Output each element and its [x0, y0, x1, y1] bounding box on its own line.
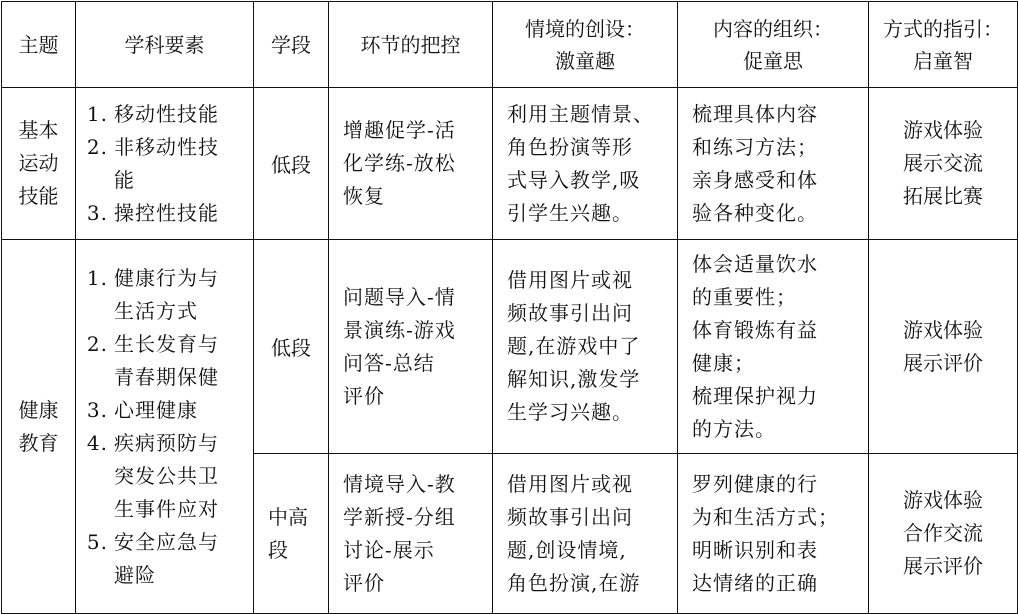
- stage-cell: 低段: [254, 240, 329, 454]
- list-item: 3. 操控性技能: [86, 200, 219, 225]
- theme-cell: 基本 运动 技能: [2, 88, 76, 240]
- content-cell: 体会适量饮水 的重要性； 体育锻炼有益 健康； 梳理保护视力 的方法。: [678, 240, 869, 454]
- list-item: 5. 安全应急与 避险: [86, 529, 219, 587]
- list-item: 2. 非移动性技 能: [86, 134, 219, 192]
- method-cell: 游戏体验 展示评价: [869, 240, 1018, 454]
- lesson-design-table: [1, 1, 1018, 614]
- list-item: 1. 健康行为与 生活方式: [86, 265, 219, 323]
- header-row: [2, 2, 1018, 88]
- list-item: 4. 疾病预防与 突发公共卫 生事件应对: [86, 430, 219, 521]
- header-theme: 主题: [2, 2, 76, 88]
- method-cell: 游戏体验 合作交流 展示评价: [869, 454, 1018, 614]
- content-cell: 梳理具体内容 和练习方法； 亲身感受和体 验各种变化。: [678, 88, 869, 240]
- process-cell: 问题导入-情 景演练-游戏 问答-总结 评价: [329, 240, 493, 454]
- table-row: [2, 240, 1018, 454]
- list-item: 2. 生长发育与 青春期保健: [86, 331, 219, 389]
- list-item: 1. 移动性技能: [86, 101, 219, 126]
- header-process-control: 环节的把控: [329, 2, 493, 88]
- stage-cell: 低段: [254, 88, 329, 240]
- header-method-guidance: 方式的指引： 启童智: [869, 2, 1018, 88]
- header-situation-creation: 情境的创设： 激童趣: [493, 2, 678, 88]
- table-row: [2, 88, 1018, 240]
- process-cell: 增趣促学-活 化学练-放松 恢复: [329, 88, 493, 240]
- header-subject-elements: 学科要素: [76, 2, 254, 88]
- content-cell: 罗列健康的行 为和生活方式； 明晰识别和表 达情绪的正确: [678, 454, 869, 614]
- process-cell: 情境导入-教 学新授-分组 讨论-展示 评价: [329, 454, 493, 614]
- subject-elements-cell: [76, 240, 254, 614]
- list-item: 3. 心理健康: [86, 397, 198, 422]
- method-cell: 游戏体验 展示交流 拓展比赛: [869, 88, 1018, 240]
- situation-cell: 借用图片或视 频故事引出问 题,创设情境, 角色扮演,在游: [493, 454, 678, 614]
- header-content-organization: 内容的组织： 促童思: [678, 2, 869, 88]
- theme-cell: 健康 教育: [2, 240, 76, 614]
- subject-elements-cell: [76, 88, 254, 240]
- situation-cell: 借用图片或视 频故事引出问 题,在游戏中了 解知识,激发学 生学习兴趣。: [493, 240, 678, 454]
- header-stage: 学段: [254, 2, 329, 88]
- situation-cell: 利用主题情景、 角色扮演等形 式导入教学,吸 引学生兴趣。: [493, 88, 678, 240]
- stage-cell: 中高 段: [254, 454, 329, 614]
